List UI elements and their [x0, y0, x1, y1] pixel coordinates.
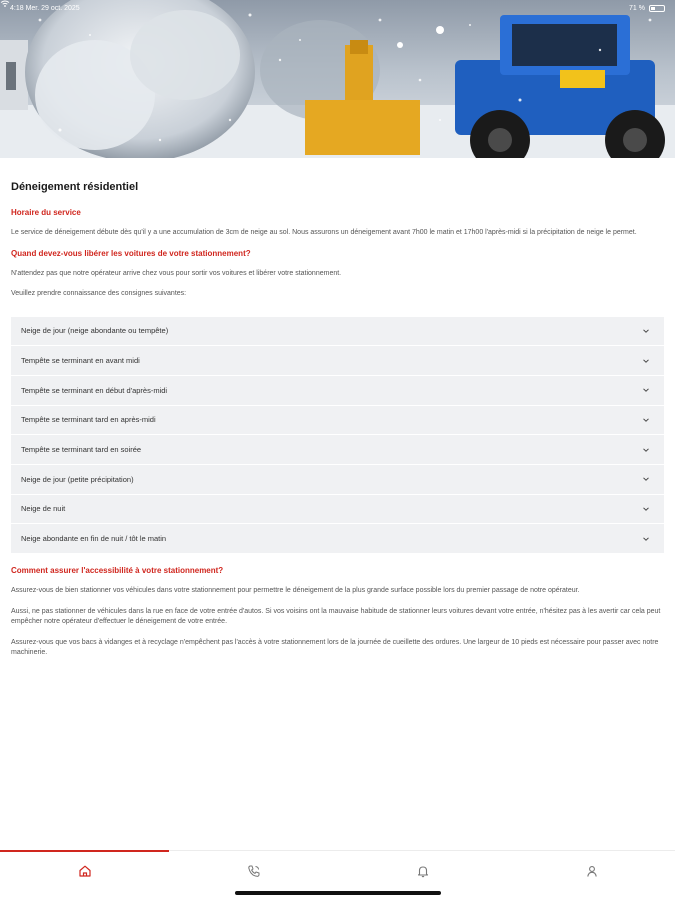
tab-notifications[interactable] — [338, 859, 507, 883]
battery-percent: 71 % — [629, 4, 645, 12]
battery-icon — [649, 5, 665, 12]
section-heading-horaire: Horaire du service — [11, 208, 81, 217]
chevron-down-icon — [642, 475, 650, 483]
accordion-item[interactable] — [11, 376, 664, 406]
consignes-accordion — [11, 317, 664, 555]
status-time: 4:18 Mer. 29 oct. 2025 — [10, 4, 80, 12]
home-icon — [78, 864, 92, 878]
section-heading-accessibilite: Comment assurer l'accessibilité à votre stationnement? — [11, 566, 224, 575]
section-text-horaire: Le service de déneigement débute dès qu'il y a une accumulation de 3cm de neige au sol. Nous assurons un déneigement avant 7h00 le matin et 17h00 l'après-midi si la précipitation de neige le permet. — [11, 229, 637, 236]
accordion-item-label: Neige abondante en fin de nuit / tôt le matin — [21, 534, 167, 544]
chevron-down-icon — [642, 446, 650, 454]
section-text-consignes: Veuillez prendre connaissance des consignes suivantes: — [11, 290, 187, 297]
accordion-item[interactable] — [11, 435, 664, 465]
section-text-liberer: N'attendez pas que notre opérateur arrive chez vous pour sortir vos voitures et libérer votre stationnement. — [11, 269, 342, 277]
chevron-down-icon — [642, 535, 650, 543]
tab-profile[interactable] — [507, 859, 675, 883]
wifi-icon — [0, 0, 10, 7]
chevron-down-icon — [642, 386, 650, 394]
accordion-item[interactable] — [11, 495, 664, 525]
accordion-item-label: Tempête se terminant tard en soirée — [21, 445, 142, 455]
main-content — [11, 158, 666, 659]
section-text-accessibilite-2: Aussi, ne pas stationner de véhicules dans la rue en face de votre entrée d'autos. Si vos voisins ont la mauvaise habitude de stationner leurs voitures devant votre entrée, n'hésitez pas à les avertir car cela peut empêcher notre opérateur d'effectuer le déneigement de votre entrée. — [11, 607, 661, 625]
accordion-item[interactable] — [11, 317, 664, 347]
active-tab-indicator — [0, 850, 169, 852]
section-heading-liberer: Quand devez-vous libérer les voitures de votre stationnement? — [11, 248, 251, 258]
chevron-down-icon — [642, 505, 650, 513]
tab-phone[interactable] — [169, 859, 338, 883]
status-bar — [0, 0, 675, 16]
accordion-item[interactable] — [11, 346, 664, 376]
phone-icon — [247, 864, 261, 878]
accordion-item[interactable] — [11, 406, 664, 436]
tab-home[interactable] — [0, 859, 169, 883]
chevron-down-icon — [642, 416, 650, 424]
accordion-item-label: Tempête se terminant tard en après-midi — [21, 415, 156, 425]
accordion-item-label: Neige de nuit — [21, 504, 66, 514]
bell-icon — [416, 864, 430, 878]
section-text-accessibilite-1: Assurez-vous de bien stationner vos véhicules dans votre stationnement pour permettre le déneigement de la plus grande surface possible lors du premier passage de notre opérateur. — [11, 587, 580, 594]
accordion-item-label: Tempête se terminant en avant midi — [21, 356, 140, 366]
snow-plow-illustration — [0, 0, 675, 158]
user-icon — [585, 864, 599, 878]
hero-image — [0, 0, 675, 158]
accordion-item-label: Neige de jour (neige abondante ou tempête) — [21, 326, 169, 336]
chevron-down-icon — [642, 327, 650, 335]
section-text-accessibilite-3: Assurez-vous que vos bacs à vidanges et à recyclage n'empêchent pas l'accès à votre stationnement lors de la journée de cueillette des ordures. Une largeur de 10 pieds est nécessaire pour passer avec notre machinerie. — [11, 638, 659, 656]
chevron-down-icon — [642, 357, 650, 365]
accordion-item-label: Neige de jour (petite précipitation) — [21, 474, 134, 484]
accordion-item[interactable] — [11, 465, 664, 495]
home-indicator — [235, 891, 441, 895]
accordion-item-label: Tempête se terminant en début d'après-midi — [21, 385, 168, 395]
page-title: Déneigement résidentiel — [11, 181, 139, 193]
accordion-item[interactable] — [11, 524, 664, 554]
